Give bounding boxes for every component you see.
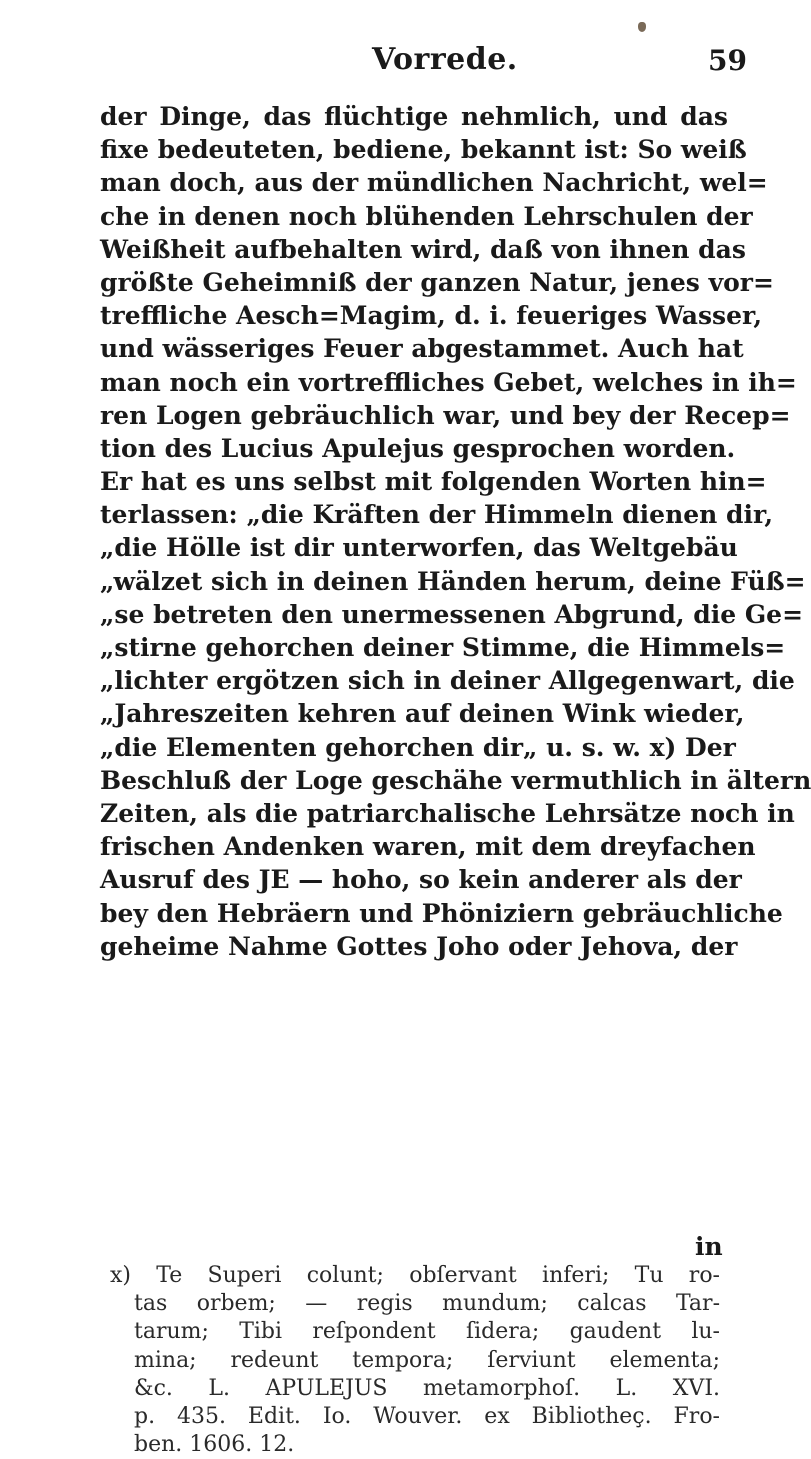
body-line: Er hat es uns selbst mit folgenden Worten hin= <box>100 467 767 497</box>
body-line: größte Geheimniß der ganzen Natur, jenes vor= <box>100 267 774 297</box>
body-line: „die Elementen gehorchen dir„ u. s. w. x) Der <box>100 732 736 762</box>
body-line: „stirne gehorchen deiner Stimme, die Himmels= <box>100 633 786 662</box>
body-line: „Jahreszeiten kehren auf deinen Wink wieder, <box>100 699 745 729</box>
footnote-line: ben. 1606. 12. <box>134 1432 295 1458</box>
body-line: ren Logen gebräuchlich war, und bey der Recep= <box>100 400 791 430</box>
footnote-line: &c. L. APULEJUS metamorphoſ. L. XVI. <box>134 1375 720 1401</box>
body-line: „lichter ergötzen sich in deiner Allgegenwart, die <box>100 666 795 696</box>
body-line: „wälzet sich in deinen Händen herum, deine Füß= <box>100 566 806 596</box>
footnote <box>110 1262 720 1459</box>
body-line: terlassen: „die Kräften der Himmeln dienen dir, <box>100 500 774 530</box>
footnote-line: p. 435. Edit. Io. Wouver. ex Bibliotheç. Fro- <box>134 1403 720 1429</box>
running-title: Vorrede. <box>372 42 518 77</box>
body-line: man doch, aus der mündlichen Nachricht, wel= <box>100 168 768 198</box>
body-line: Ausruf des JE — hoho, so kein anderer als der <box>100 865 742 895</box>
body-line: „die Hölle ist dir unterworfen, das Weltgebäu <box>100 533 738 563</box>
body-line: Weißheit aufbehalten wird, daß von ihnen das <box>100 234 746 264</box>
footnote-line: tas orbem; — regis mundum; calcas Tar- <box>134 1291 720 1317</box>
footnote-line: tarum; Tibi reſpondent ſidera; gaudent lu- <box>134 1319 720 1345</box>
body-line: und wässeriges Feuer abgestammet. Auch hat <box>100 334 744 364</box>
ink-blot <box>638 22 646 32</box>
running-head <box>0 42 800 82</box>
footnote-line: mina; redeunt tempora; ſerviunt elementa; <box>134 1347 720 1373</box>
body-line: tion des Lucius Apulejus gesprochen worden. <box>100 433 736 463</box>
catchword: in <box>695 1232 723 1261</box>
body-line: „se betreten den unermessenen Abgrund, die Ge= <box>100 599 804 629</box>
page-number: 59 <box>708 44 747 77</box>
body-line: treffliche Aesch=Magim, d. i. feueriges Wasser, <box>100 301 763 331</box>
body-line: Zeiten, als die patriarchalische Lehrsätze noch in <box>100 798 795 828</box>
footnote-line: x) Te Superi colunt; obſervant inferi; Tu ro- <box>110 1263 720 1288</box>
body-line: bey den Hebräern und Phöniziern gebräuchliche <box>100 898 783 928</box>
body-text <box>100 100 811 963</box>
body-line: der Dinge, das flüchtige nehmlich, und das <box>100 102 728 131</box>
body-line: Beschluß der Loge geschähe vermuthlich in ältern <box>100 765 811 795</box>
body-line: geheime Nahme Gottes Joho oder Jehova, der <box>100 931 738 961</box>
body-line: frischen Andenken waren, mit dem dreyfachen <box>100 832 756 862</box>
body-line: che in denen noch blühenden Lehrschulen der <box>100 201 753 231</box>
body-line: man noch ein vortreffliches Gebet, welches in ih= <box>100 367 797 397</box>
body-line: fixe bedeuteten, bediene, bekannt ist: So weiß <box>100 135 747 165</box>
